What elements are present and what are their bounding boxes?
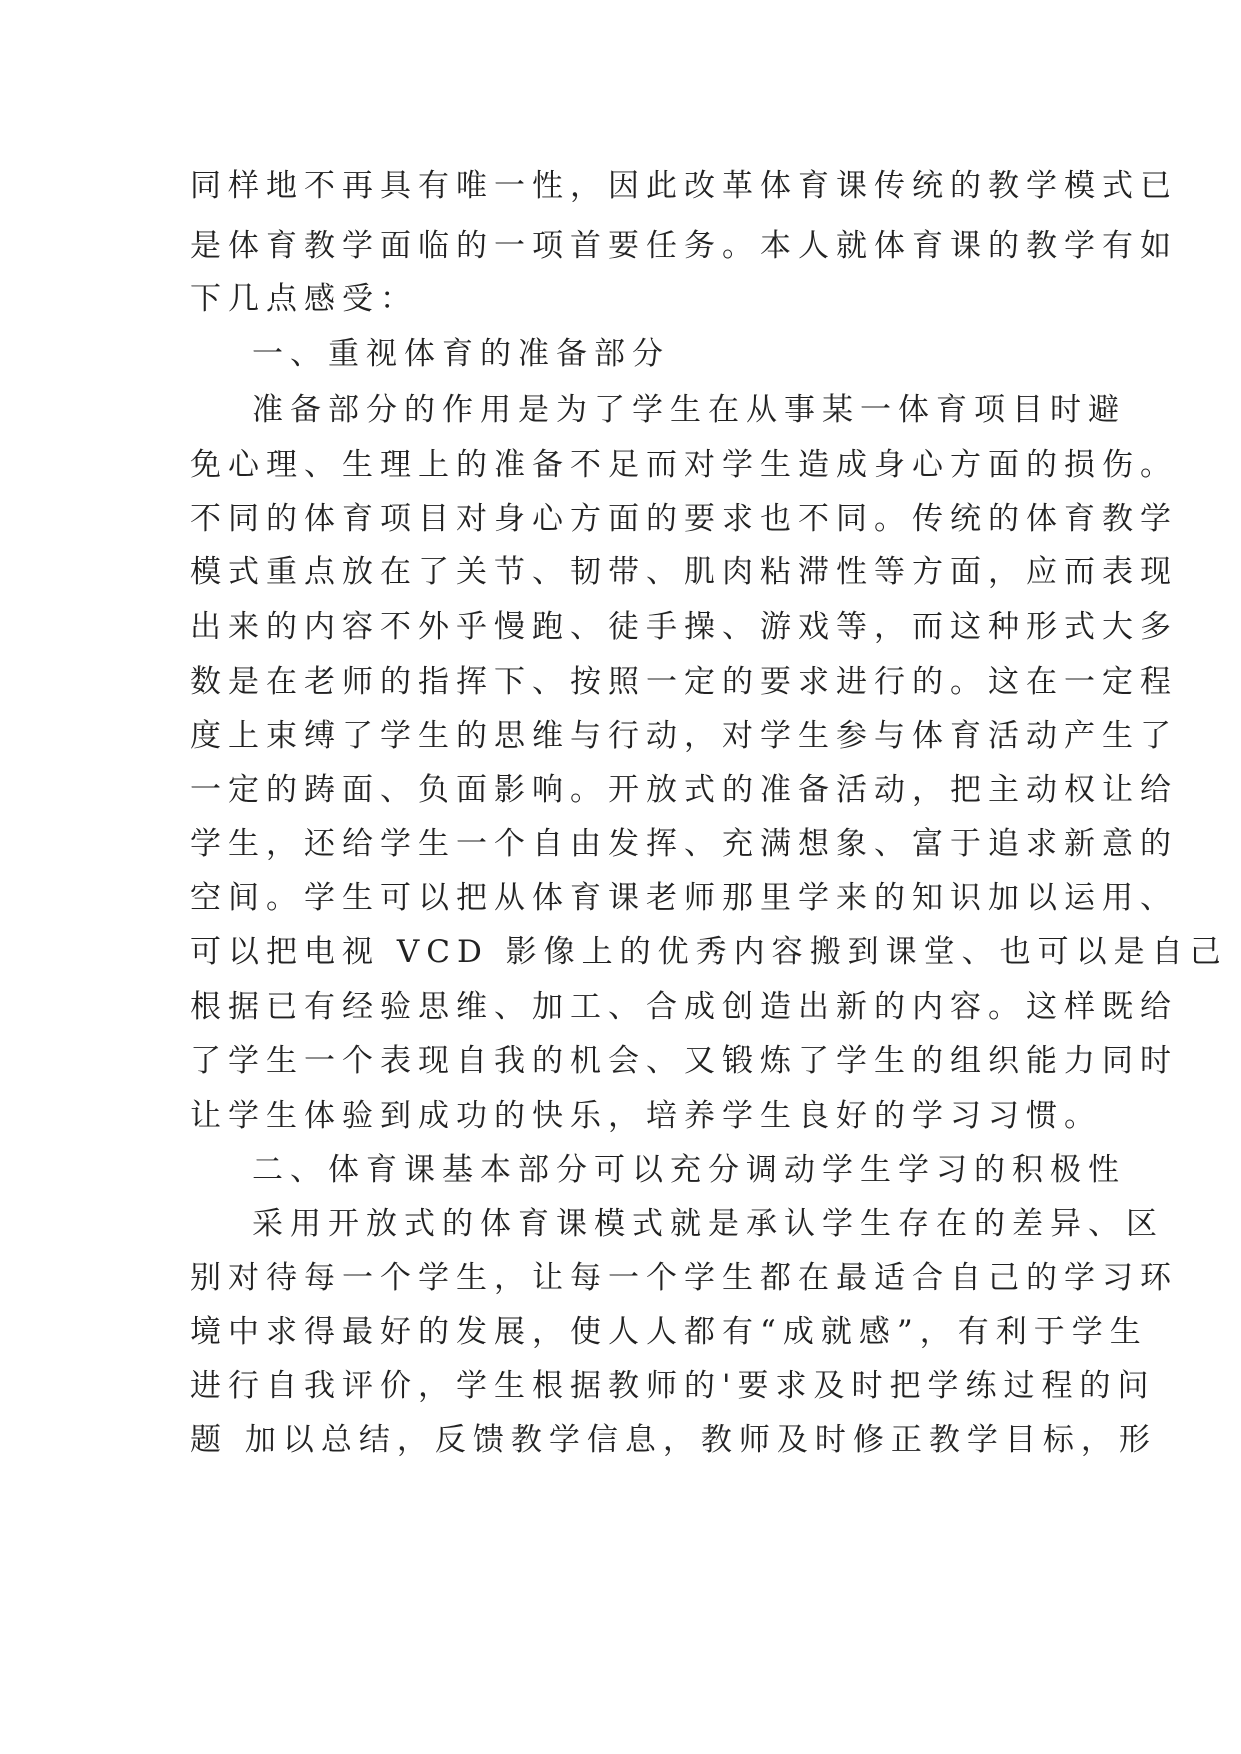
paragraph-1-line-12: 根据已有经验思维、加工、合成创造出新的内容。这样既给 <box>190 989 1178 1025</box>
paragraph-2-line-4: 进行自我评价，学生根据教师的'要求及时把学练过程的问 <box>190 1368 1156 1404</box>
text-line-1: 同样地不再具有唯一性，因此改革体育课传统的教学模式已 <box>190 168 1178 204</box>
paragraph-1-line-1: 准备部分的作用是为了学生在从事某一体育项目时避 <box>252 392 1126 428</box>
paragraph-1-line-11: 可以把电视 VCD 影像上的优秀内容搬到课堂、也可以是自己 <box>190 934 1228 970</box>
paragraph-2-line-2: 别对待每一个学生，让每一个学生都在最适合自己的学习环 <box>190 1260 1178 1296</box>
paragraph-1-line-2: 免心理、生理上的准备不足而对学生造成身心方面的损伤。 <box>190 447 1178 483</box>
paragraph-1-line-13: 了学生一个表现自我的机会、又锻炼了学生的组织能力同时 <box>190 1043 1178 1079</box>
text-line-3: 下几点感受： <box>190 281 418 317</box>
paragraph-1-line-6: 数是在老师的指挥下、按照一定的要求进行的。这在一定程 <box>190 664 1178 700</box>
paragraph-1-line-4: 模式重点放在了关节、韧带、肌肉粘滞性等方面，应而表现 <box>190 554 1178 590</box>
paragraph-2-line-5: 题 加以总结，反馈教学信息，教师及时修正教学目标，形 <box>190 1422 1157 1458</box>
section-heading-2: 二、体育课基本部分可以充分调动学生学习的积极性 <box>252 1152 1126 1188</box>
paragraph-1-line-9: 学生，还给学生一个自由发挥、充满想象、富于追求新意的 <box>190 826 1178 862</box>
paragraph-1-line-10: 空间。学生可以把从体育课老师那里学来的知识加以运用、 <box>190 880 1178 916</box>
section-heading-1: 一、重视体育的准备部分 <box>252 336 670 372</box>
paragraph-1-line-7: 度上束缚了学生的思维与行动，对学生参与体育活动产生了 <box>190 718 1178 754</box>
paragraph-1-line-5: 出来的内容不外乎慢跑、徒手操、游戏等，而这种形式大多 <box>190 609 1178 645</box>
paragraph-2-line-1: 采用开放式的体育课模式就是承认学生存在的差异、区 <box>252 1206 1164 1242</box>
paragraph-2-line-3: 境中求得最好的发展，使人人都有“成就感”，有利于学生 <box>190 1314 1148 1350</box>
paragraph-1-line-8: 一定的踌面、负面影响。开放式的准备活动，把主动权让给 <box>190 772 1178 808</box>
paragraph-1-line-3: 不同的体育项目对身心方面的要求也不同。传统的体育教学 <box>190 501 1178 537</box>
text-line-2: 是体育教学面临的一项首要任务。本人就体育课的教学有如 <box>190 228 1178 264</box>
paragraph-1-line-14: 让学生体验到成功的快乐，培养学生良好的学习习惯。 <box>190 1098 1102 1134</box>
